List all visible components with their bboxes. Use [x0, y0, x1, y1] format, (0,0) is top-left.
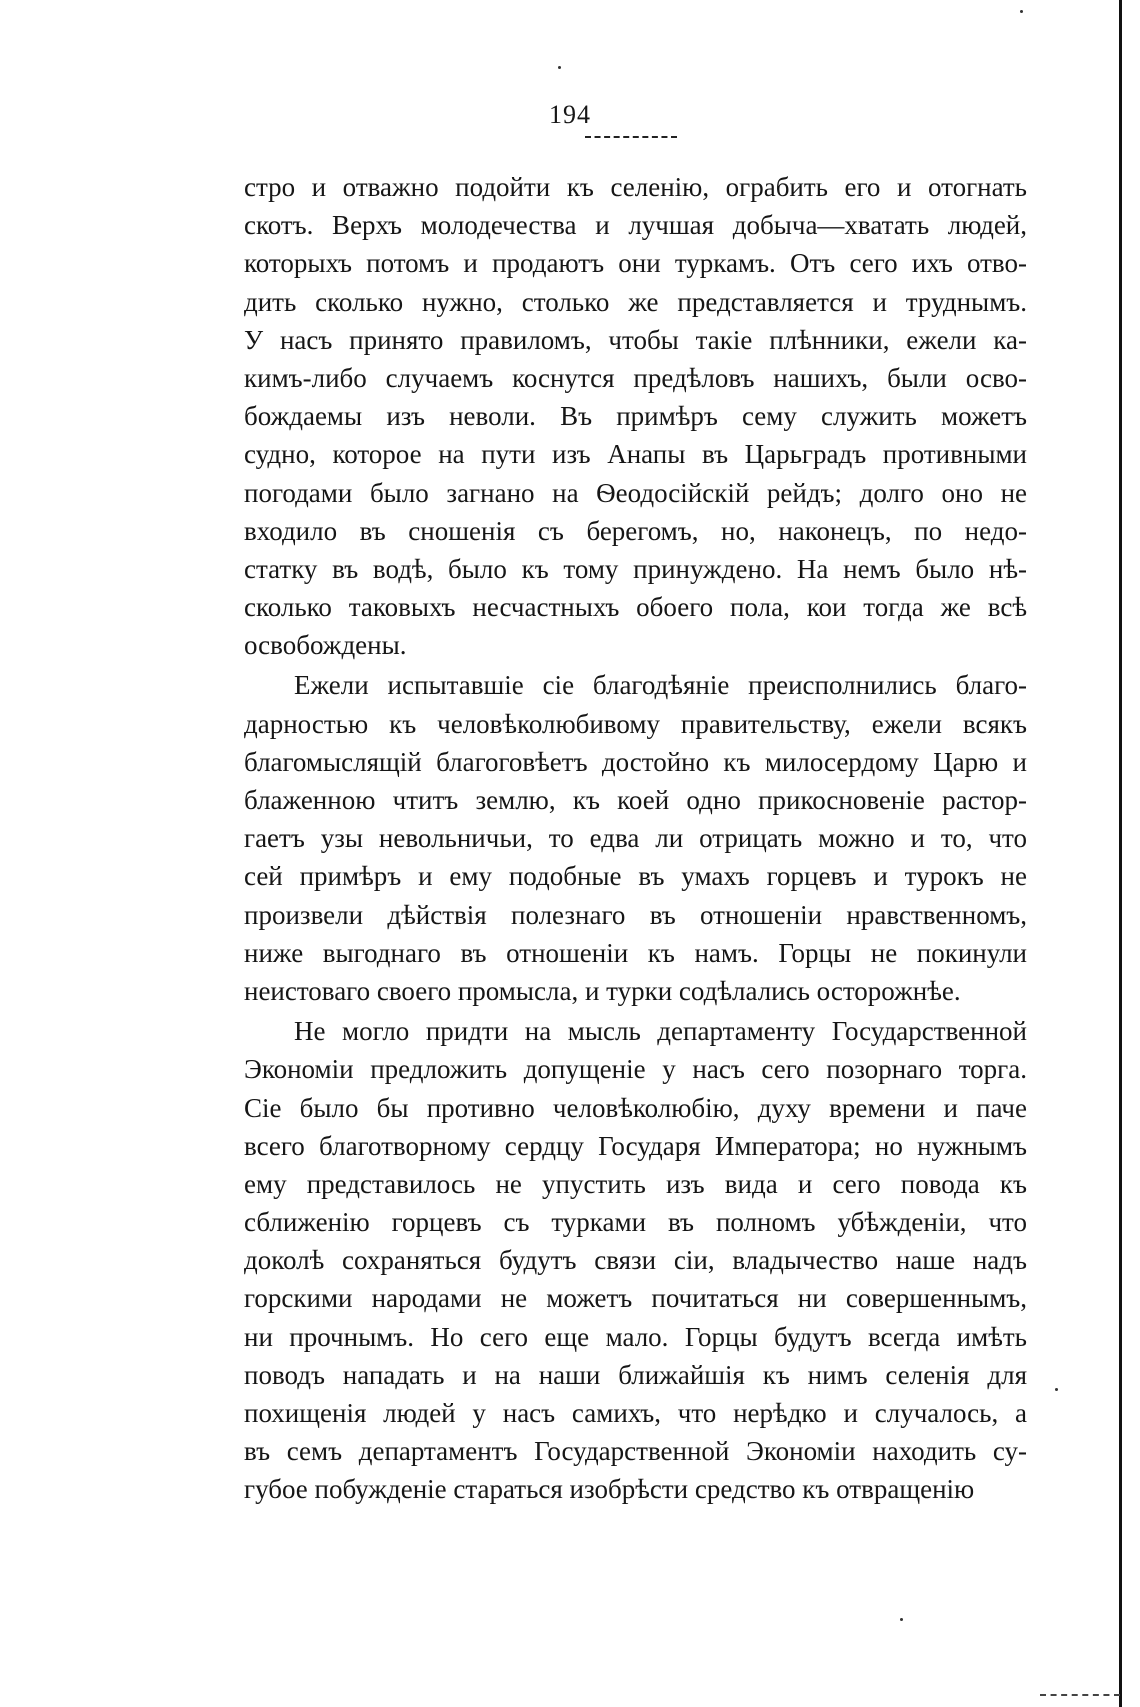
print-speck: [1020, 10, 1023, 13]
text-line: скотъ. Верхъ молодечества и лучшая добыча—хватать людей,: [244, 210, 1027, 241]
text-line: сей примѣръ и ему подобные въ умахъ горцевъ и турокъ не: [244, 861, 1027, 892]
text-line: освобождены.: [244, 630, 407, 661]
text-line: въ семъ департаментъ Государственной Экономіи находить су-: [244, 1436, 1027, 1467]
text-line: сколько таковыхъ несчастныхъ обоего пола, кои тогда же всѣ: [244, 592, 1027, 623]
text-line: поводъ нападать и на наши ближайшія къ нимъ селенія для: [244, 1359, 1027, 1390]
text-line: кимъ-либо случаемъ коснутся предѣловъ нашихъ, были осво-: [244, 362, 1027, 393]
text-line: Ежели испытавшіе сіе благодѣяніе преисполнились благо-: [294, 670, 1027, 701]
text-line: дарностью къ человѣколюбивому правительству, ежели всякъ: [244, 708, 1027, 739]
print-speck: [1055, 1388, 1058, 1391]
text-line: ниже выгоднаго въ отношеніи къ намъ. Горцы не покинули: [244, 937, 1027, 968]
text-line: дить сколько нужно, столько же представляется и труднымъ.: [244, 286, 1027, 317]
text-line: губое побужденіе стараться изобрѣсти средство къ отвращенію: [244, 1474, 975, 1505]
text-line: сближенію горцевъ съ турками въ полномъ убѣжденіи, что: [244, 1207, 1027, 1238]
text-line: блаженною чтитъ землю, къ коей одно прикосновеніе растор-: [244, 785, 1027, 815]
text-line: горскими народами не можетъ почитаться ни совершеннымъ,: [244, 1283, 1027, 1314]
text-line: погодами было загнано на Ѳеодосійскій рейдъ; долго оно не: [244, 477, 1027, 508]
text-line: У насъ принято правиломъ, чтобы такіе плѣнники, ежели ка-: [244, 324, 1027, 355]
text-line: похищенія людей у насъ самихъ, что нерѣдко и случалось, а: [244, 1398, 1027, 1428]
page-number-underline: [585, 136, 677, 138]
print-speck: [558, 66, 561, 69]
text-line: судно, которое на пути изъ Анапы въ Царьградъ противными: [244, 439, 1027, 470]
text-line: входило въ сношенія съ берегомъ, но, наконецъ, по недо-: [244, 515, 1027, 546]
text-line: ни прочнымъ. Но сего еще мало. Горцы будутъ всегда имѣть: [244, 1321, 1027, 1352]
text-line: статку въ водѣ, было къ тому принуждено. На немъ было нѣ-: [244, 553, 1027, 584]
text-line: Не могло придти на мысль департаменту Государственной: [294, 1016, 1027, 1047]
page-edge-shadow: [1119, 0, 1122, 1707]
page-number: 194: [549, 100, 591, 129]
text-line: Сіе было бы противно человѣколюбію, духу времени и паче: [244, 1092, 1027, 1123]
text-line: Экономіи предложить допущеніе у насъ сего позорнаго торга.: [244, 1054, 1027, 1085]
text-line: которыхъ потомъ и продаютъ они туркамъ. Отъ сего ихъ отво-: [244, 248, 1027, 279]
text-line: доколѣ сохраняться будутъ связи сіи, владычество наше надъ: [244, 1245, 1027, 1276]
paragraph: [244, 1012, 1027, 1508]
text-line: неистоваго своего промысла, и турки содѣлались осторожнѣе.: [244, 975, 961, 1006]
bottom-edge-mark: [1040, 1694, 1120, 1696]
paragraph: [244, 666, 1027, 1010]
body-text: [244, 168, 1027, 1509]
text-line: стро и отважно подойти къ селенію, ограбить его и отогнать: [244, 172, 1027, 202]
print-speck: [900, 1618, 903, 1621]
text-line: произвели дѣйствія полезнаго въ отношеніи нравственномъ,: [244, 899, 1027, 930]
text-line: благомыслящій благоговѣетъ достойно къ милосердому Царю и: [244, 746, 1027, 777]
text-line: гаетъ узы невольничьи, то едва ли отрицать можно и то, что: [244, 823, 1027, 854]
text-line: бождаемы изъ неволи. Въ примѣръ сему служить можетъ: [244, 401, 1027, 432]
text-line: всего благотворному сердцу Государя Императора; но нужнымъ: [244, 1130, 1027, 1161]
paragraph: [244, 168, 1027, 664]
text-line: ему представилось не упустить изъ вида и сего повода къ: [244, 1168, 1027, 1199]
